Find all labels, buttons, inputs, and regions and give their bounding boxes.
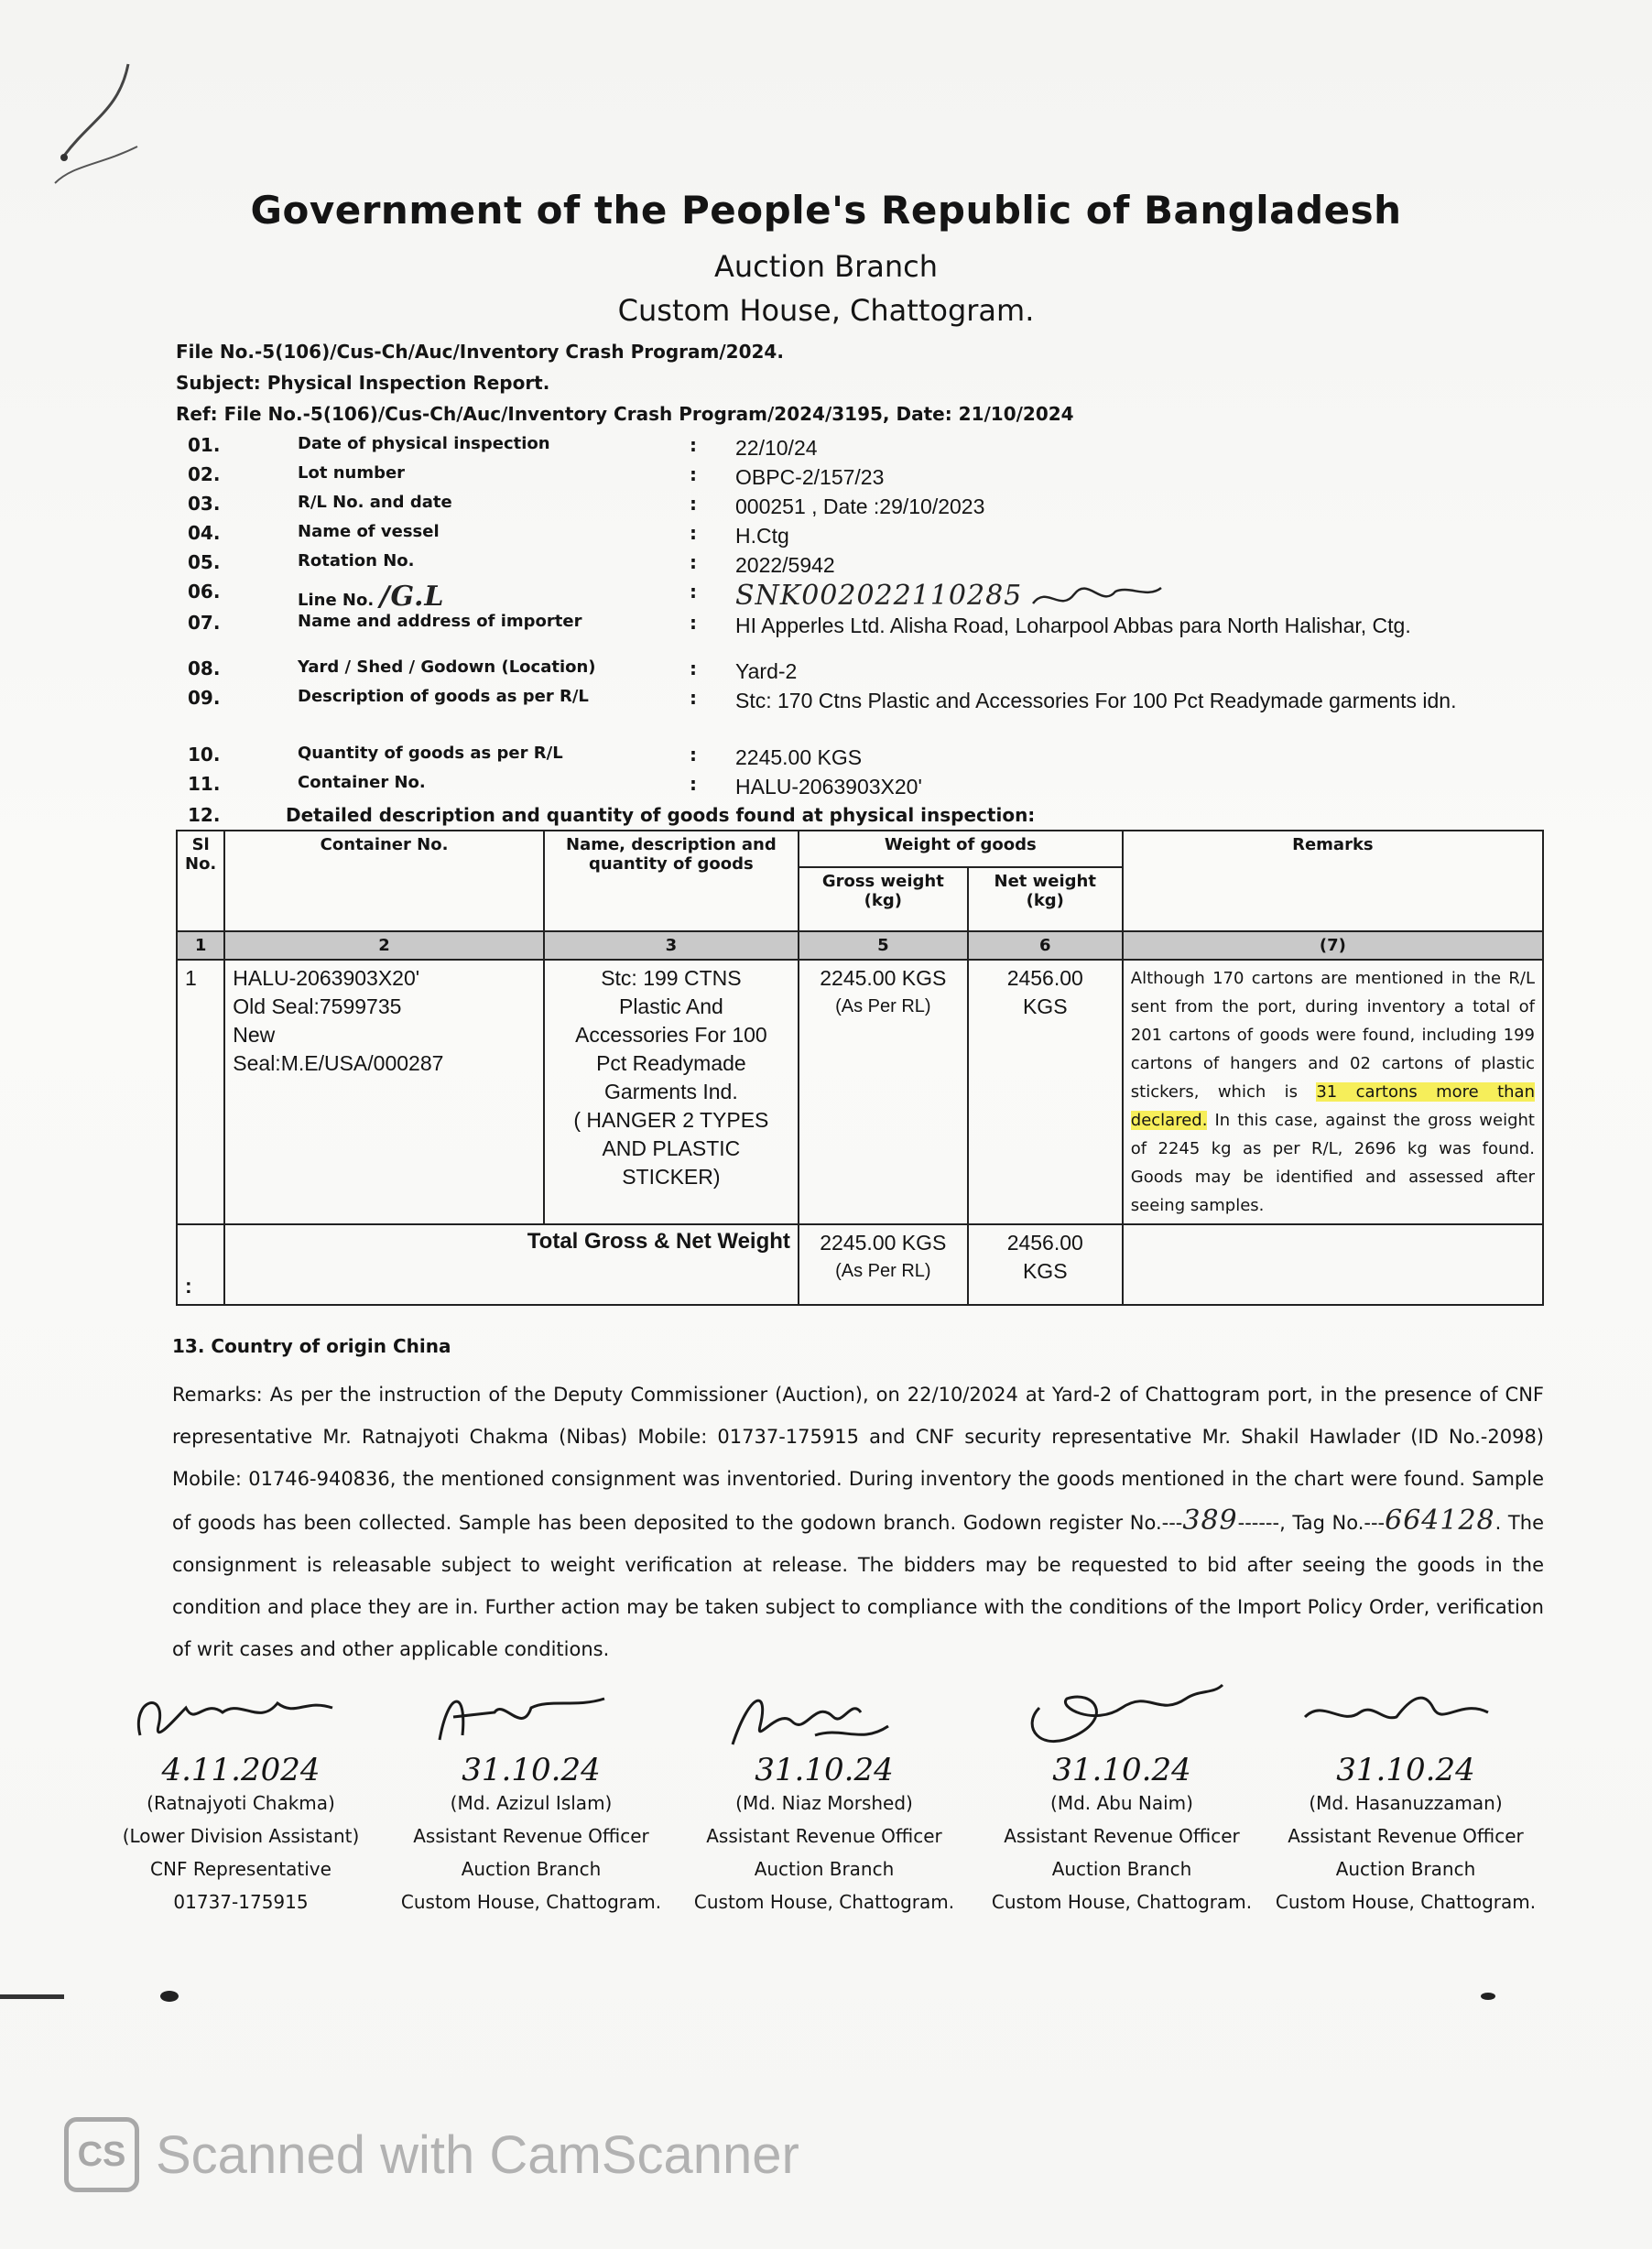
field-value: 2245.00 KGS [735,745,863,769]
field-number: 06. [188,581,221,603]
goods-cell [544,960,799,1224]
signatory-office: Auction Branch [1335,1858,1476,1880]
goods-line: Accessories For 100 [575,1023,767,1047]
signatory-address: Custom House, Chattogram. [693,1891,955,1913]
signatory-office: Auction Branch [754,1858,895,1880]
field-number: 04. [188,522,221,544]
field-value: 2022/5942 [735,553,835,577]
field-row: 10. Quantity of goods as per R/L : 2245.00 KGS [188,744,1525,773]
total-net-cell [968,1224,1123,1305]
index-cell: 3 [544,931,799,960]
branch-title: Auction Branch [713,249,939,284]
tag-number: 664128 [1385,1505,1495,1537]
goods-line: STICKER) [622,1165,721,1189]
remarks-cell [1123,960,1543,1224]
goods-line: Pct Readymade [596,1051,746,1075]
table-header-row [177,831,1543,867]
signature-date: 31.10.24 [1336,1752,1475,1788]
signatory-name: (Md. Abu Naim) [1050,1792,1193,1814]
index-cell: 2 [224,931,544,960]
field-number: 02. [188,463,221,485]
camscanner-logo-icon: CS [64,2117,139,2192]
signatory-role: Assistant Revenue Officer [706,1825,942,1847]
paragraph-text: Remarks: As per the instruction of the Deputy Commissioner (Auction), on 22/10/2024 at Yard-2 of Chattogram port, in the presence of CNF representative Mr. Ratnajyoti Chakma (Nibas) Mobile: 01737-175915 and CNF security representative Mr. Shakil Hawlader (ID No.-2098) Mobile: 01746-940836, the mentioned consignment was inventoried. During inventory the goods mentioned in the chart were found. Sample of goods has been collected. Sample has been deposited to the godown branch. Godown register No.--- [172,1384,1544,1534]
sl-header: Sl No. [177,831,224,931]
watermark-text: Scanned with CamScanner [156,2124,799,2185]
field-number: 03. [188,493,221,515]
handwritten-line-number: SNK002022110285 [735,580,1023,613]
signatory-address: Custom House, Chattogram. [991,1891,1253,1913]
field-value: HI Apperles Ltd. Alisha Road, Loharpool Abbas para North Halishar, Ctg. [735,614,1411,637]
signature-date: 31.10.24 [462,1752,601,1788]
signatory-role: Assistant Revenue Officer [413,1825,649,1847]
index-cell: 5 [799,931,968,960]
signatory-role: Assistant Revenue Officer [1004,1825,1240,1847]
scan-dot-icon [1474,1987,1502,2005]
goods-line: Plastic And [618,994,723,1018]
goods-line: Stc: 199 CTNS [601,966,742,990]
container-number: HALU-2063903X20' [233,966,420,990]
section-12-heading [188,804,1035,826]
remarks-highlight: 31 cartons more than declared. [1130,1082,1535,1130]
signatory-name: (Md. Azizul Islam) [450,1792,613,1814]
register-number: 389 [1182,1505,1238,1537]
signature-icon [412,1671,650,1754]
field-value: 000251 , Date :29/10/2023 [735,494,985,518]
field-number: 07. [188,612,221,634]
total-remarks-cell [1123,1224,1543,1305]
signatory-office: Auction Branch [461,1858,602,1880]
field-label: Rotation No. [298,551,415,570]
remarks-paragraph [172,1374,1544,1670]
total-label: Total Gross & Net Weight [224,1224,799,1305]
field-row: 05. Rotation No. : 2022/5942 [188,551,1525,581]
signature-block [989,1671,1255,1918]
total-net-unit: KGS [1022,1259,1068,1283]
field-value: Stc: 170 Ctns Plastic and Accessories For 100 Pct Readymade garments idn. [735,689,1457,712]
field-row: 11. Container No. : HALU-2063903X20' [188,773,1525,802]
signatory-name: (Md. Niaz Morshed) [735,1792,913,1814]
column-index-row [177,931,1543,960]
signature-date: 31.10.24 [1052,1752,1191,1788]
field-number: 09. [188,687,221,709]
field-row: 09. Description of goods as per R/L : Stc: 170 Ctns Plastic and Accessories For 100 Pct Readymade garments idn. [188,687,1525,744]
government-title: Government of the People's Republic of Bangladesh [250,188,1402,233]
signatory-role: (Lower Division Assistant) [122,1825,360,1847]
inspection-table [176,830,1544,1306]
field-label: Line No. [298,591,375,610]
handwritten-line-code: /G.L [379,581,445,613]
weight-header: Weight of goods [799,831,1123,867]
field-row: 03. R/L No. and date : 000251 , Date :29/10/2023 [188,493,1525,522]
signatory-office: CNF Representative [150,1858,331,1880]
remarks-text: Although 170 cartons are mentioned in the R/L sent from the port, during inventory a total of 201 cartons of goods were found, including 199 cartons of hangers and 02 cartons of plastic stickers, which is [1130,969,1535,1102]
field-number: 10. [188,744,221,766]
subject-line: Subject: Physical Inspection Report. [176,372,550,394]
signature-icon [705,1671,943,1754]
goods-line: ( HANGER 2 TYPES [573,1108,769,1132]
signatory-mobile: 01737-175915 [173,1891,309,1913]
total-row [177,1224,1543,1305]
net-unit: KGS [1022,994,1068,1018]
gross-weight: 2245.00 KGS [820,966,947,990]
field-label: Name and address of importer [298,612,582,631]
signatory-role: Assistant Revenue Officer [1288,1825,1524,1847]
field-number: 08. [188,657,221,679]
signature-block [398,1671,664,1918]
remarks-text-continued: In this case, against the gross weight of 2245 kg as per R/L, 2696 kg was found. Goods may be identified and assessed after seeing samples. [1130,1111,1535,1215]
signature-icon [1003,1671,1241,1754]
field-label: Yard / Shed / Godown (Location) [298,657,596,677]
net-cell [968,960,1123,1224]
goods-line: AND PLASTIC [602,1136,741,1160]
signature-icon [1287,1671,1525,1754]
container-cell [224,960,544,1224]
field-label: Date of physical inspection [298,434,550,453]
field-row: 04. Name of vessel : H.Ctg [188,522,1525,551]
index-cell: 1 [177,931,224,960]
field-number: 05. [188,551,221,573]
field-label: Description of goods as per R/L [298,687,589,706]
index-cell: (7) [1123,931,1543,960]
field-row: 01. Date of physical inspection : 22/10/24 [188,434,1525,463]
table-row [177,960,1543,1224]
source-reference: Ref: File No.-5(106)/Cus-Ch/Auc/Inventory Crash Program/2024/3195, Date: 21/10/2024 [176,403,1074,425]
field-row: 02. Lot number : OBPC-2/157/23 [188,463,1525,493]
section-number: 12. [188,804,221,826]
signature-block [691,1671,957,1918]
total-net: 2456.00 [1006,1231,1083,1255]
camscanner-watermark [64,2117,799,2192]
field-label: Container No. [298,773,426,792]
field-row: 07. Name and address of importer : HI Apperles Ltd. Alisha Road, Loharpool Abbas para North Halishar, Ctg. [188,612,1525,657]
scan-dot-icon [156,1987,183,2005]
file-number: File No.-5(106)/Cus-Ch/Auc/Inventory Crash Program/2024. [176,341,784,363]
signature-icon [122,1671,360,1754]
total-gross: 2245.00 KGS [820,1231,947,1255]
new-seal: Seal:M.E/USA/000287 [233,1051,444,1075]
field-number: 01. [188,434,221,456]
field-row: 06. Line No. /G.L : SNK002022110285 [188,581,1525,612]
field-label: R/L No. and date [298,493,452,512]
signature-block [108,1671,374,1918]
total-gross-note: (As Per RL) [835,1261,931,1281]
sl-cell: 1 [177,960,224,1224]
staple-thread-icon [37,55,147,192]
field-value: Yard-2 [735,659,798,683]
field-value: HALU-2063903X20' [735,775,922,799]
field-label: Quantity of goods as per R/L [298,744,563,763]
total-colon: : [177,1224,224,1305]
signatory-name: (Md. Hasanuzzaman) [1309,1792,1503,1814]
signatory-office: Auction Branch [1051,1858,1192,1880]
paragraph-text: ------, Tag No.--- [1237,1512,1386,1534]
gross-header: Gross weight (kg) [799,867,968,931]
goods-line: Garments Ind. [604,1080,738,1103]
signatory-name: (Ratnajyoti Chakma) [147,1792,335,1814]
paragraph-text: . The consignment is releasable subject to weight verification at release. The bidders may be requested to bid after seeing the goods in the condition and place they are in. Further action may be taken subject to compliance with the conditions of the Import Policy Order, verification of writ cases and other applicable conditions. [172,1512,1544,1660]
index-cell: 6 [968,931,1123,960]
field-value: H.Ctg [735,524,789,548]
signature-date: 31.10.24 [755,1752,894,1788]
scan-dash-icon [0,1992,73,2003]
signatory-address: Custom House, Chattogram. [400,1891,662,1913]
signatory-address: Custom House, Chattogram. [1275,1891,1537,1913]
new-seal-label: New [233,1023,276,1047]
field-number: 11. [188,773,221,795]
field-label: Lot number [298,463,406,483]
goods-header: Name, description and quantity of goods [544,831,799,931]
gross-cell [799,960,968,1224]
signature-block [1273,1671,1538,1918]
field-value: OBPC-2/157/23 [735,465,885,489]
country-of-origin: 13. Country of origin China [172,1335,451,1357]
net-header: Net weight (kg) [968,867,1123,931]
field-label: Name of vessel [298,522,440,541]
total-gross-cell [799,1224,968,1305]
field-list [188,434,1525,802]
field-row: 08. Yard / Shed / Godown (Location) : Yard-2 [188,657,1525,687]
net-weight: 2456.00 [1006,966,1083,990]
section-title: Detailed description and quantity of goods found at physical inspection: [285,804,1036,826]
field-value: 22/10/24 [735,436,818,460]
remarks-header: Remarks [1123,831,1543,931]
container-header: Container No. [224,831,544,931]
gross-note: (As Per RL) [835,996,931,1016]
signature-date: 4.11.2024 [161,1752,321,1788]
old-seal: Old Seal:7599735 [233,994,402,1018]
office-title: Custom House, Chattogram. [617,293,1035,328]
